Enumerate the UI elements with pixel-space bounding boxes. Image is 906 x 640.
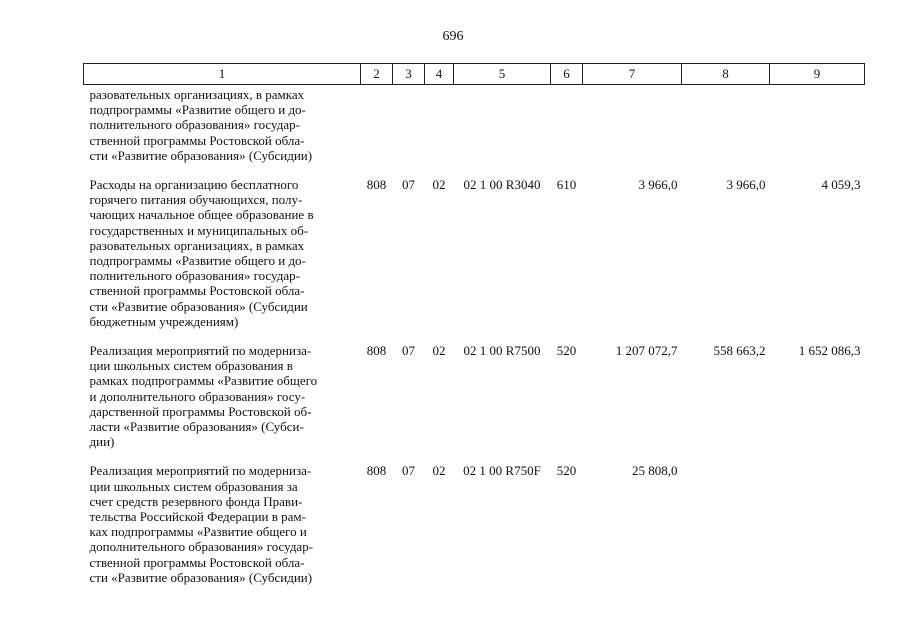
row-expense-type: 520 <box>556 463 577 479</box>
header-col-3: 3 <box>393 64 425 85</box>
header-col-5: 5 <box>454 64 551 85</box>
row-amount-year-3 <box>770 85 865 178</box>
row-section: 07 <box>402 177 415 193</box>
row-amount-year-2 <box>682 463 770 599</box>
row-admin-code <box>361 85 393 178</box>
row-description: Расходы на организацию бесплатного горячего питания обучающихся, полу- чающих начальное общее образование в государственных и муниципальных об- разовательных организациях, в рамках подпрограммы «Развитие общего и до- полнительного образования» государ- ственной программы Ростовской обла- сти «Развитие образования» (Субсидии бюджетным учреждениям) <box>89 177 314 329</box>
table-row <box>84 85 865 178</box>
header-col-6: 6 <box>551 64 583 85</box>
header-col-1: 1 <box>84 64 361 85</box>
row-amount-year-1: 1 207 072,7 <box>615 343 678 359</box>
row-target-article: 02 1 00 R750F <box>463 463 541 479</box>
row-description: Реализация мероприятий по модерниза- ции школьных систем образования в рамках подпрограммы «Развитие общего и дополнительного образования» госу- дарственной программы Ростовской об- ласти «Развитие образования» (Субси- дии) <box>89 343 318 450</box>
row-target-article: 02 1 00 R3040 <box>463 177 541 193</box>
row-expense-type: 610 <box>556 177 577 193</box>
row-amount-year-2: 558 663,2 <box>713 343 766 359</box>
table-row <box>84 343 865 463</box>
table-row <box>84 177 865 343</box>
row-description: Реализация мероприятий по модерниза- ции школьных систем образования за счет средств резервного фонда Прави- тельства Российской Федерации в рам- ках подпрограммы «Развитие общего и дополнительного образования» государ- ственной программы Ростовской обла- сти «Развитие образования» (Субсидии) <box>89 463 314 585</box>
budget-table <box>83 63 865 599</box>
row-expense-type: 520 <box>556 343 577 359</box>
row-amount-year-1 <box>583 85 682 178</box>
header-row <box>84 64 865 85</box>
row-amount-year-2: 3 966,0 <box>726 177 766 193</box>
row-subsection: 02 <box>432 463 446 479</box>
row-admin-code: 808 <box>366 463 387 479</box>
page-number: 696 <box>442 29 464 44</box>
row-admin-code: 808 <box>366 177 387 193</box>
header-col-8: 8 <box>682 64 770 85</box>
row-subsection: 02 <box>432 343 446 359</box>
row-description: разовательных организациях, в рамках подпрограммы «Развитие общего и до- полнительного образования» государ- ственной программы Ростовской обла- сти «Развитие образования» (Субсидии) <box>89 87 313 163</box>
row-amount-year-3: 1 652 086,3 <box>798 343 861 359</box>
table-row <box>84 463 865 599</box>
row-admin-code: 808 <box>366 343 387 359</box>
header-col-4: 4 <box>425 64 454 85</box>
row-amount-year-2 <box>682 85 770 178</box>
row-amount-year-3: 4 059,3 <box>821 177 861 193</box>
row-section <box>393 85 425 178</box>
row-amount-year-1: 25 808,0 <box>632 463 678 479</box>
row-section: 07 <box>402 343 415 359</box>
row-subsection: 02 <box>432 177 446 193</box>
header-col-7: 7 <box>583 64 682 85</box>
header-col-9: 9 <box>770 64 865 85</box>
header-col-2: 2 <box>361 64 393 85</box>
row-amount-year-3 <box>770 463 865 599</box>
row-target-article: 02 1 00 R7500 <box>463 343 541 359</box>
row-target-article <box>454 85 551 178</box>
row-expense-type <box>551 85 583 178</box>
row-amount-year-1: 3 966,0 <box>638 177 678 193</box>
row-section: 07 <box>402 463 415 479</box>
row-subsection <box>425 85 454 178</box>
